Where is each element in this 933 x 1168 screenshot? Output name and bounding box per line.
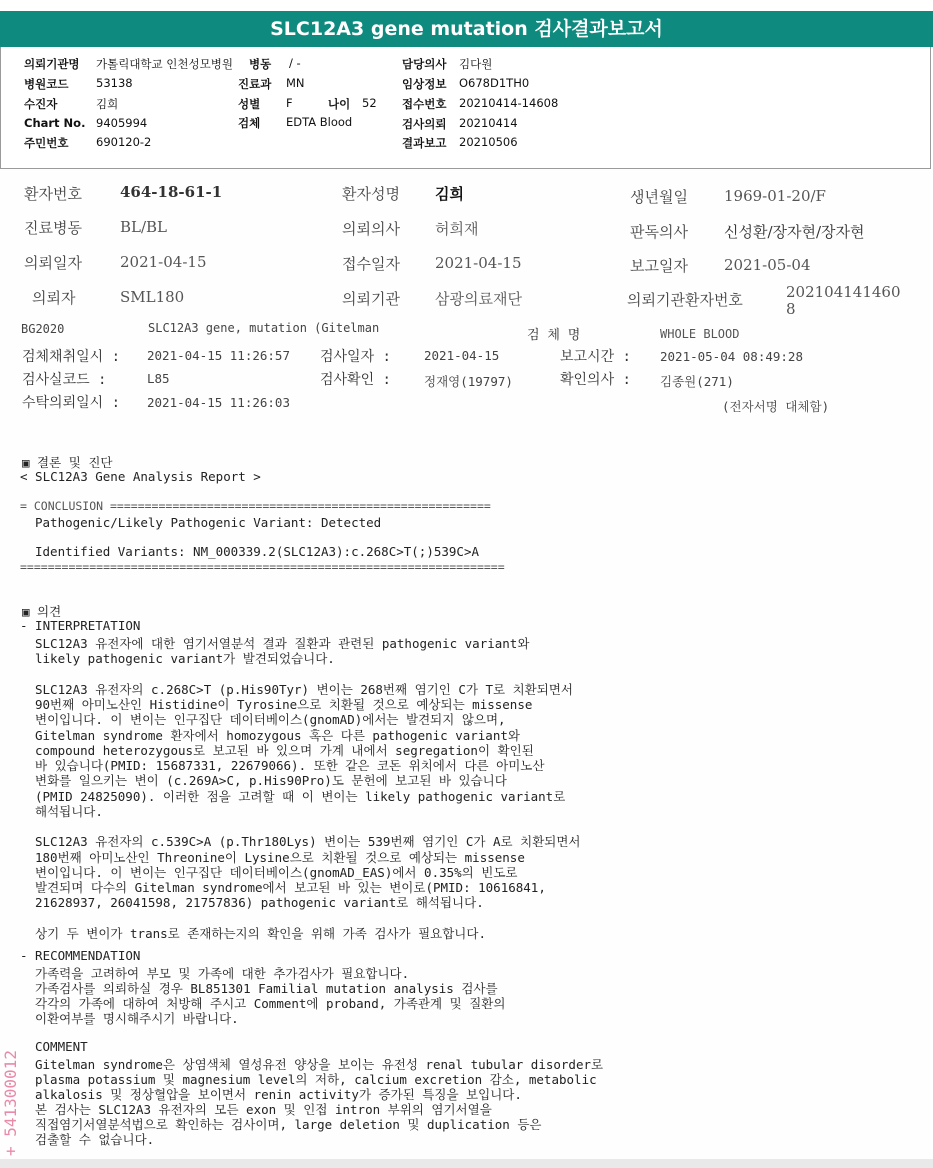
- report-line: 90번째 아미노산인 Histidine이 Tyrosine으로 치환될 것으로 예상되는 missense: [35, 697, 533, 712]
- reading-doctor-label: 판독의사: [630, 223, 688, 241]
- report-line: Gitelman syndrome은 상염색체 열성유전 양상을 보이는 유전성 renal tubular disorder로: [35, 1057, 604, 1072]
- clinical-info-value: O678D1TH0: [459, 76, 530, 90]
- ward-label-2: 진료병동: [24, 219, 82, 237]
- dob: 1969-01-20/F: [724, 187, 826, 205]
- comment-heading: COMMENT: [35, 1039, 88, 1054]
- report-line: 변화를 일으키는 변이 (c.269A>C, p.His90Pro)도 문헌에 보고된 바 있습니다: [35, 773, 507, 789]
- doctor-label: 담당의사: [402, 57, 447, 71]
- report-line: 180번째 아미노산인 Threonine이 Lysine으로 치환될 것으로 예상되는 missense: [35, 849, 525, 865]
- doctor-value: 김다원: [459, 57, 493, 71]
- test-code: BG2020: [21, 322, 65, 336]
- sex-label: 성별: [238, 97, 261, 111]
- test-name: SLC12A3 gene, mutation (Gitelman: [148, 321, 380, 335]
- dob-label: 생년월일: [630, 188, 688, 206]
- report-line: SLC12A3 유전자의 c.268C>T (p.His90Tyr) 변이는 268번째 염기인 C가 T로 치환되면서: [35, 681, 573, 697]
- conclusion-text: Pathogenic/Likely Pathogenic Variant: Detected: [35, 515, 382, 530]
- requester: SML180: [120, 288, 185, 306]
- specimen-name: WHOLE BLOOD: [660, 327, 740, 341]
- verified-label: 검사확인 :: [320, 372, 391, 388]
- report-line: 검출할 수 없습니다.: [35, 1132, 155, 1147]
- report-line: compound heterozygous로 보고된 바 있으며 가계 내에서 segregation이 확인된: [35, 742, 534, 758]
- ordering-doctor: 허희재: [435, 220, 479, 238]
- consign-label: 수탁의뢰일시 :: [22, 395, 121, 411]
- requesting-org: 삼광의료재단: [435, 290, 522, 308]
- report-line: 상기 두 변이가 trans로 존재하는지의 확인을 위해 가족 검사가 필요합니다.: [35, 925, 486, 941]
- request-date-2: 2021-04-15: [120, 253, 207, 271]
- ward-label: 병동: [249, 57, 272, 71]
- resident-no-label: 주민번호: [24, 136, 69, 150]
- side-stamp: + 541300012: [1, 1050, 20, 1156]
- report-line: SLC12A3 유전자에 대한 염기서열분석 결과 질환과 관련된 pathogenic variant와: [35, 636, 530, 651]
- report-line: 해석됩니다.: [35, 803, 103, 819]
- receipt-date: 2021-04-15: [435, 254, 522, 272]
- reception-no-label: 접수번호: [402, 97, 447, 111]
- report-line: 이환여부를 명시해주시기 바랍니다.: [35, 1011, 239, 1026]
- org-patient-no-label: 의뢰기관환자번호: [627, 291, 743, 309]
- bottom-strip: [0, 1159, 933, 1168]
- report-line: 본 검사는 SLC12A3 유전자의 모든 exon 및 인접 intron 부위의 염기서열을: [35, 1102, 492, 1117]
- ordering-doctor-label: 의뢰의사: [342, 220, 400, 238]
- chart-no-value: 9405994: [96, 116, 148, 130]
- hospital-code-label: 병원코드: [24, 77, 69, 91]
- ward-2: BL/BL: [120, 218, 168, 236]
- report-line: 발견되며 다수의 Gitelman syndrome에서 보고된 바 있는 변이로(PMID: 10616841,: [35, 880, 546, 895]
- report-date-value: 20210506: [459, 135, 518, 149]
- reception-no-value: 20210414-14608: [459, 96, 559, 110]
- receipt-date-label: 접수일자: [342, 255, 400, 273]
- report-time-label: 보고시간 :: [560, 349, 631, 365]
- department-value: MN: [286, 76, 305, 90]
- report-line: 가족력을 고려하여 부모 및 가족에 대한 추가검사가 필요합니다.: [35, 966, 410, 981]
- specimen-name-label: 검 체 명: [527, 328, 581, 343]
- report-line: plasma potassium 및 magnesium level의 저하, calcium excretion 감소, metabolic: [35, 1072, 597, 1087]
- report-subtitle: < SLC12A3 Gene Analysis Report >: [20, 469, 261, 484]
- report-line: 직접염기서열분석법으로 확인하는 검사이며, large deletion 및 duplication 등은: [35, 1117, 542, 1132]
- resident-no-value: 690120-2: [96, 135, 152, 149]
- collection: 2021-04-15 11:26:57: [147, 348, 290, 363]
- confirm-doctor-label: 확인의사 :: [560, 372, 631, 388]
- patient-value: 김희: [96, 97, 119, 111]
- requesting-org-label: 의뢰기관: [342, 290, 400, 308]
- reading-doctor: 신성환/장자현/장자현: [724, 223, 865, 241]
- age-label: 나이: [328, 97, 351, 111]
- patient-name: 김희: [435, 185, 464, 203]
- patient-no: 464-18-61-1: [120, 183, 223, 201]
- conclusion-rule: = CONCLUSION =======================================================: [20, 499, 491, 513]
- report-date-2: 2021-05-04: [724, 256, 811, 274]
- hospital-code-value: 53138: [96, 76, 133, 90]
- report-line: SLC12A3 유전자의 c.539C>A (p.Thr180Lys) 변이는 539번째 염기인 C가 A로 치환되면서: [35, 834, 581, 850]
- department-label: 진료과: [238, 77, 272, 91]
- specimen-value: EDTA Blood: [286, 115, 353, 129]
- patient-label: 수진자: [24, 97, 58, 111]
- report-header: [0, 47, 931, 169]
- org-patient-no-line1: 202104141460: [786, 283, 901, 301]
- report-line: likely pathogenic variant가 발견되었습니다.: [35, 651, 335, 667]
- report-line: (PMID 24825090). 이러한 점을 고려할 때 이 변이는 likely pathogenic variant로: [35, 788, 566, 804]
- report-line: 변이입니다. 이 변이는 인구집단 데이터베이스(gnomAD_EAS)에서 0.35%의 빈도로: [35, 864, 518, 880]
- report-date-label-2: 보고일자: [630, 257, 688, 275]
- report-date-label: 결과보고: [402, 136, 447, 150]
- ward-value: / -: [289, 56, 301, 70]
- consign: 2021-04-15 11:26:03: [147, 395, 290, 410]
- collection-label: 검체채취일시 :: [22, 349, 121, 365]
- clinical-info-label: 임상정보: [402, 77, 447, 91]
- report-time: 2021-05-04 08:49:28: [660, 349, 803, 364]
- report-line: 21628937, 26041598, 21757836) pathogenic variant로 해석됩니다.: [35, 895, 484, 911]
- section-conclusion-heading: ▣ 결론 및 진단: [22, 455, 113, 470]
- closing-rule: ======================================================================: [20, 560, 505, 574]
- esign-note: (전자서명 대체함): [722, 399, 830, 414]
- age-value: 52: [362, 96, 377, 110]
- identified-variants: Identified Variants: NM_000339.2(SLC12A3):c.268C>T(;)539C>A: [35, 544, 480, 559]
- confirm-doctor: 김종원(271): [660, 374, 734, 389]
- request-date-label: 검사의뢰: [402, 117, 447, 131]
- institution-value: 가톨릭대학교 인천성모병원: [96, 57, 233, 71]
- report-line: 바 있습니다(PMID: 15687331, 22679066). 또한 같은 코돈 위치에서 다른 아미노산: [35, 758, 545, 773]
- lab-code: L85: [147, 371, 170, 386]
- lab-code-label: 검사실코드 :: [22, 372, 107, 388]
- patient-no-label: 환자번호: [24, 185, 82, 203]
- interpretation-heading: - INTERPRETATION: [20, 618, 141, 633]
- name-label: 환자성명: [342, 185, 400, 203]
- org-patient-no-line2: 8: [786, 300, 796, 318]
- institution-label: 의뢰기관명: [24, 57, 80, 71]
- report-line: alkalosis 및 정상혈압을 보이면서 renin activity가 증가된 특징을 보입니다.: [35, 1087, 522, 1102]
- recommendation-heading: - RECOMMENDATION: [20, 948, 141, 963]
- scanned-report: [0, 169, 933, 1159]
- report-line: 각각의 가족에 대하여 처방해 주시고 Comment에 proband, 가족관계 및 질환의: [35, 996, 506, 1011]
- specimen-label: 검체: [238, 116, 261, 130]
- report-line: 가족검사를 의뢰하실 경우 BL851301 Familial mutation analysis 검사를: [35, 981, 498, 996]
- chart-no-label: Chart No.: [24, 116, 86, 130]
- report-line: 변이입니다. 이 변이는 인구집단 데이터베이스(gnomAD)에서는 발견되지 않으며,: [35, 712, 506, 728]
- verified: 정재영(19797): [424, 374, 513, 389]
- requester-label: 의뢰자: [32, 289, 76, 307]
- request-date-label-2: 의뢰일자: [24, 254, 82, 272]
- test-date-label: 검사일자 :: [320, 349, 391, 365]
- report-line: Gitelman syndrome 환자에서 homozygous 혹은 다른 pathogenic variant와: [35, 727, 520, 743]
- test-date: 2021-04-15: [424, 348, 500, 363]
- request-date-value: 20210414: [459, 116, 518, 130]
- sex-value: F: [286, 96, 293, 110]
- section-opinion-heading: ▣ 의견: [22, 604, 62, 619]
- report-title: SLC12A3 gene mutation 검사결과보고서: [0, 11, 933, 47]
